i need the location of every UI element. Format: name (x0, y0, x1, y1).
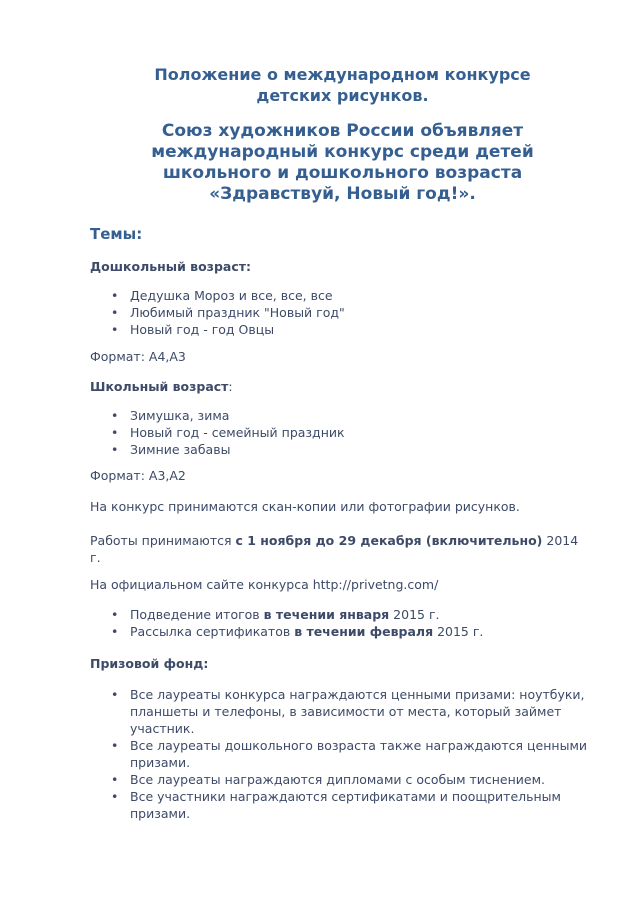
school-heading-line (90, 378, 233, 395)
official-site-text: На официальном сайте конкурса http://privetng.com/ (90, 577, 439, 592)
result-prefix: Рассылка сертификатов (130, 624, 295, 639)
works-dates-line (90, 532, 578, 549)
list-item: • Новый год - семейный праздник (90, 424, 595, 441)
list-line: Все лауреаты награждаются дипломами с особым тиснением. (130, 772, 546, 787)
list-item (90, 737, 595, 771)
announcement-subtitle: Союз художников России объявляет международный конкурс среди детей школьного и дошкольного возраста «Здравствуй, Новый год!». (151, 121, 534, 204)
result-year: 2015 г. (389, 607, 440, 622)
list-line: планшеты и телефоны, в зависимости от места, который займет (130, 704, 562, 719)
prize-heading: Призовой фонд: (90, 656, 209, 671)
school-heading-colon: : (228, 379, 233, 394)
result-year: 2015 г. (433, 624, 484, 639)
school-topics-list (90, 407, 595, 458)
list-line: призами. (130, 806, 191, 821)
accept-copies-text: На конкурс принимаются скан-копии или фотографии рисунков. (90, 499, 520, 514)
works-prefix: Работы принимаются (90, 533, 236, 548)
document-title: Положение о международном конкурсе детских рисунков. (154, 65, 531, 105)
preschool-heading: Дошкольный возраст: (90, 259, 251, 274)
school-heading: Школьный возраст (90, 379, 229, 394)
result-prefix: Подведение итогов (130, 607, 264, 622)
list-line: Все участники награждаются сертификатами и поощрительным (130, 789, 561, 804)
list-line: Все лауреаты конкурса награждаются ценными призами: ноутбуки, (130, 687, 585, 702)
result-period: в течении февраля (294, 624, 434, 639)
preschool-topics-list (90, 287, 595, 338)
works-year-suffix: г. (90, 550, 101, 565)
list-line: участник. (130, 721, 195, 736)
list-item (90, 623, 595, 640)
list-item (90, 771, 595, 788)
list-item: • Зимние забавы (90, 441, 595, 458)
school-format: Формат: А3,А2 (90, 468, 186, 483)
list-item: • Новый год - год Овцы (90, 321, 595, 338)
preschool-format: Формат: А4,А3 (90, 349, 186, 364)
list-item (90, 686, 595, 737)
list-item (90, 788, 595, 822)
list-line: призами. (130, 755, 191, 770)
list-item: • Любимый праздник "Новый год" (90, 304, 595, 321)
list-line: Все лауреаты дошкольного возраста также награждаются ценными (130, 738, 588, 753)
result-period: в течении января (263, 607, 390, 622)
topics-heading: Темы: (90, 225, 143, 243)
results-list (90, 606, 595, 640)
works-dates: с 1 ноября до 29 декабря (включительно) (235, 533, 543, 548)
list-item (90, 606, 595, 623)
list-item: • Зимушка, зима (90, 407, 595, 424)
works-year: 2014 (542, 533, 579, 548)
list-item: • Дедушка Мороз и все, все, все (90, 287, 595, 304)
prize-list (90, 686, 595, 822)
